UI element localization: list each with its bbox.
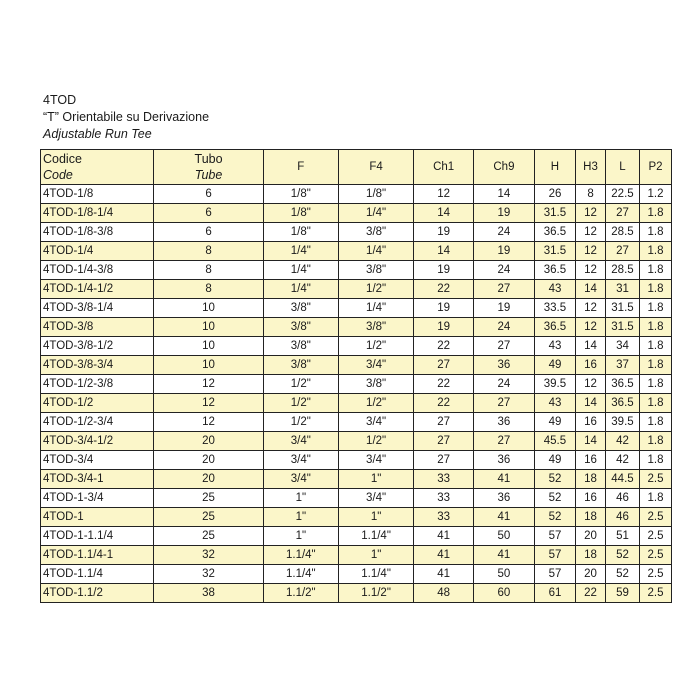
- cell-p2: 2.5: [639, 565, 671, 584]
- cell-tube: 10: [154, 299, 263, 318]
- cell-code: 4TOD-1/4: [41, 242, 154, 261]
- cell-f4: 1/8": [338, 185, 413, 204]
- cell-p2: 1.8: [639, 318, 671, 337]
- cell-tube: 25: [154, 489, 263, 508]
- spec-table: [40, 149, 672, 603]
- cell-l: 31.5: [605, 318, 639, 337]
- cell-ch9: 27: [474, 394, 535, 413]
- cell-p2: 2.5: [639, 527, 671, 546]
- cell-ch1: 19: [414, 261, 474, 280]
- cell-f4: 1.1/4": [338, 527, 413, 546]
- cell-f4: 3/8": [338, 261, 413, 280]
- cell-p2: 1.2: [639, 185, 671, 204]
- cell-p2: 1.8: [639, 432, 671, 451]
- cell-ch9: 36: [474, 413, 535, 432]
- cell-f: 3/8": [263, 337, 338, 356]
- cell-h3: 14: [576, 337, 606, 356]
- cell-ch9: 50: [474, 565, 535, 584]
- cell-f: 1/2": [263, 375, 338, 394]
- col-header-f4: F4: [338, 150, 413, 185]
- cell-code: 4TOD-3/8: [41, 318, 154, 337]
- table-row: [41, 299, 672, 318]
- cell-code: 4TOD-1/2-3/8: [41, 375, 154, 394]
- cell-ch9: 36: [474, 451, 535, 470]
- cell-p2: 1.8: [639, 451, 671, 470]
- table-row: [41, 394, 672, 413]
- cell-p2: 1.8: [639, 242, 671, 261]
- cell-l: 36.5: [605, 375, 639, 394]
- cell-h3: 18: [576, 546, 606, 565]
- table-row: [41, 413, 672, 432]
- header-row: [41, 150, 672, 185]
- cell-h: 57: [534, 546, 575, 565]
- cell-tube: 12: [154, 413, 263, 432]
- cell-f: 1": [263, 489, 338, 508]
- cell-p2: 1.8: [639, 204, 671, 223]
- cell-tube: 6: [154, 204, 263, 223]
- table-row: [41, 584, 672, 603]
- cell-h: 61: [534, 584, 575, 603]
- cell-tube: 25: [154, 508, 263, 527]
- cell-ch1: 41: [414, 527, 474, 546]
- cell-tube: 32: [154, 546, 263, 565]
- table-row: [41, 185, 672, 204]
- cell-f4: 3/4": [338, 413, 413, 432]
- cell-tube: 32: [154, 565, 263, 584]
- cell-h3: 16: [576, 451, 606, 470]
- col-header-h3: H3: [576, 150, 606, 185]
- table-row: [41, 546, 672, 565]
- cell-l: 42: [605, 451, 639, 470]
- cell-code: 4TOD-1/4-1/2: [41, 280, 154, 299]
- cell-f4: 1/2": [338, 280, 413, 299]
- cell-h: 52: [534, 489, 575, 508]
- cell-h3: 16: [576, 413, 606, 432]
- cell-h: 43: [534, 394, 575, 413]
- table-row: [41, 508, 672, 527]
- cell-f: 1/8": [263, 223, 338, 242]
- cell-ch9: 60: [474, 584, 535, 603]
- cell-ch1: 22: [414, 280, 474, 299]
- cell-code: 4TOD-1/2: [41, 394, 154, 413]
- cell-h: 26: [534, 185, 575, 204]
- col-header-code: [41, 150, 154, 185]
- cell-p2: 1.8: [639, 280, 671, 299]
- cell-tube: 12: [154, 394, 263, 413]
- cell-ch9: 19: [474, 299, 535, 318]
- table-row: [41, 470, 672, 489]
- cell-h: 45.5: [534, 432, 575, 451]
- cell-ch9: 27: [474, 337, 535, 356]
- cell-code: 4TOD-1: [41, 508, 154, 527]
- cell-l: 44.5: [605, 470, 639, 489]
- table-row: [41, 527, 672, 546]
- cell-ch9: 24: [474, 223, 535, 242]
- cell-ch1: 48: [414, 584, 474, 603]
- cell-code: 4TOD-1/2-3/4: [41, 413, 154, 432]
- product-title-italian: “T” Orientabile su Derivazione: [43, 110, 210, 124]
- cell-h: 33.5: [534, 299, 575, 318]
- cell-code: 4TOD-1/8-1/4: [41, 204, 154, 223]
- cell-h3: 14: [576, 432, 606, 451]
- cell-ch1: 14: [414, 242, 474, 261]
- col-header-tube-en: Tube: [194, 168, 223, 182]
- cell-f: 1/2": [263, 413, 338, 432]
- cell-code: 4TOD-3/8-1/2: [41, 337, 154, 356]
- cell-code: 4TOD-1/8: [41, 185, 154, 204]
- cell-code: 4TOD-3/4-1/2: [41, 432, 154, 451]
- cell-h3: 14: [576, 394, 606, 413]
- cell-f4: 1/2": [338, 394, 413, 413]
- cell-l: 59: [605, 584, 639, 603]
- cell-code: 4TOD-1.1/2: [41, 584, 154, 603]
- cell-ch1: 33: [414, 470, 474, 489]
- table-row: [41, 337, 672, 356]
- cell-ch9: 24: [474, 375, 535, 394]
- cell-ch1: 19: [414, 318, 474, 337]
- cell-h3: 12: [576, 223, 606, 242]
- cell-f4: 3/4": [338, 451, 413, 470]
- cell-f4: 1.1/4": [338, 565, 413, 584]
- cell-f: 1": [263, 527, 338, 546]
- cell-h3: 14: [576, 280, 606, 299]
- cell-h: 36.5: [534, 261, 575, 280]
- cell-ch9: 36: [474, 356, 535, 375]
- table-row: [41, 432, 672, 451]
- cell-ch1: 27: [414, 451, 474, 470]
- cell-ch9: 41: [474, 546, 535, 565]
- cell-ch9: 41: [474, 508, 535, 527]
- table-row: [41, 318, 672, 337]
- cell-tube: 6: [154, 185, 263, 204]
- cell-h3: 20: [576, 527, 606, 546]
- cell-f4: 3/8": [338, 318, 413, 337]
- cell-h3: 12: [576, 375, 606, 394]
- cell-f: 1.1/4": [263, 546, 338, 565]
- cell-f4: 3/4": [338, 489, 413, 508]
- cell-h: 49: [534, 451, 575, 470]
- cell-f: 3/4": [263, 470, 338, 489]
- col-header-tube-it: Tubo: [194, 152, 223, 166]
- cell-f: 1": [263, 508, 338, 527]
- cell-ch1: 14: [414, 204, 474, 223]
- table-row: [41, 451, 672, 470]
- cell-h3: 18: [576, 470, 606, 489]
- cell-tube: 20: [154, 432, 263, 451]
- cell-h: 36.5: [534, 223, 575, 242]
- cell-f4: 1": [338, 470, 413, 489]
- cell-p2: 1.8: [639, 413, 671, 432]
- cell-p2: 1.8: [639, 375, 671, 394]
- cell-tube: 10: [154, 318, 263, 337]
- col-header-ch1: Ch1: [414, 150, 474, 185]
- cell-p2: 2.5: [639, 470, 671, 489]
- cell-ch1: 12: [414, 185, 474, 204]
- cell-tube: 38: [154, 584, 263, 603]
- cell-tube: 12: [154, 375, 263, 394]
- cell-h3: 12: [576, 204, 606, 223]
- cell-f: 1/4": [263, 280, 338, 299]
- cell-p2: 2.5: [639, 546, 671, 565]
- col-header-l: L: [605, 150, 639, 185]
- col-header-h: H: [534, 150, 575, 185]
- cell-ch1: 27: [414, 356, 474, 375]
- cell-h3: 20: [576, 565, 606, 584]
- cell-l: 37: [605, 356, 639, 375]
- cell-ch9: 36: [474, 489, 535, 508]
- cell-f: 1.1/4": [263, 565, 338, 584]
- product-title-english: Adjustable Run Tee: [43, 127, 152, 141]
- cell-ch9: 24: [474, 261, 535, 280]
- cell-f4: 1/2": [338, 337, 413, 356]
- cell-h3: 12: [576, 299, 606, 318]
- cell-ch9: 24: [474, 318, 535, 337]
- cell-h3: 8: [576, 185, 606, 204]
- cell-ch9: 50: [474, 527, 535, 546]
- cell-ch1: 22: [414, 375, 474, 394]
- table-row: [41, 204, 672, 223]
- cell-code: 4TOD-1.1/4-1: [41, 546, 154, 565]
- cell-f: 1/8": [263, 204, 338, 223]
- cell-ch1: 33: [414, 508, 474, 527]
- cell-l: 36.5: [605, 394, 639, 413]
- cell-ch1: 41: [414, 546, 474, 565]
- table-row: [41, 280, 672, 299]
- cell-code: 4TOD-1-3/4: [41, 489, 154, 508]
- cell-h: 49: [534, 413, 575, 432]
- cell-ch9: 14: [474, 185, 535, 204]
- cell-ch1: 19: [414, 299, 474, 318]
- cell-ch9: 19: [474, 204, 535, 223]
- cell-ch1: 41: [414, 565, 474, 584]
- table-row: [41, 223, 672, 242]
- cell-tube: 10: [154, 356, 263, 375]
- cell-f: 3/4": [263, 451, 338, 470]
- cell-ch9: 41: [474, 470, 535, 489]
- cell-p2: 1.8: [639, 337, 671, 356]
- cell-f4: 1/4": [338, 299, 413, 318]
- cell-code: 4TOD-1/8-3/8: [41, 223, 154, 242]
- cell-code: 4TOD-3/8-3/4: [41, 356, 154, 375]
- cell-ch9: 27: [474, 280, 535, 299]
- col-header-p2: P2: [639, 150, 671, 185]
- cell-ch1: 27: [414, 413, 474, 432]
- cell-f4: 3/8": [338, 223, 413, 242]
- col-header-tube: [154, 150, 263, 185]
- cell-h3: 18: [576, 508, 606, 527]
- cell-f4: 1/2": [338, 432, 413, 451]
- cell-l: 51: [605, 527, 639, 546]
- cell-ch1: 19: [414, 223, 474, 242]
- table-row: [41, 489, 672, 508]
- cell-f4: 1/4": [338, 204, 413, 223]
- cell-tube: 20: [154, 470, 263, 489]
- cell-h: 39.5: [534, 375, 575, 394]
- cell-l: 46: [605, 508, 639, 527]
- product-code: 4TOD: [43, 93, 77, 107]
- table-row: [41, 242, 672, 261]
- cell-tube: 8: [154, 280, 263, 299]
- cell-h3: 22: [576, 584, 606, 603]
- cell-ch1: 22: [414, 337, 474, 356]
- cell-l: 52: [605, 565, 639, 584]
- cell-code: 4TOD-1.1/4: [41, 565, 154, 584]
- cell-p2: 1.8: [639, 356, 671, 375]
- cell-l: 28.5: [605, 261, 639, 280]
- cell-f: 1/8": [263, 185, 338, 204]
- table-row: [41, 261, 672, 280]
- cell-h3: 12: [576, 261, 606, 280]
- table-row: [41, 375, 672, 394]
- cell-code: 4TOD-3/4-1: [41, 470, 154, 489]
- cell-l: 39.5: [605, 413, 639, 432]
- cell-f4: 3/8": [338, 375, 413, 394]
- cell-f: 1.1/2": [263, 584, 338, 603]
- cell-ch1: 33: [414, 489, 474, 508]
- cell-f: 1/2": [263, 394, 338, 413]
- cell-l: 42: [605, 432, 639, 451]
- cell-p2: 2.5: [639, 584, 671, 603]
- cell-p2: 1.8: [639, 394, 671, 413]
- cell-tube: 20: [154, 451, 263, 470]
- cell-h: 36.5: [534, 318, 575, 337]
- cell-f4: 1": [338, 546, 413, 565]
- cell-h: 49: [534, 356, 575, 375]
- cell-f: 1/4": [263, 242, 338, 261]
- col-header-ch9: Ch9: [474, 150, 535, 185]
- table-row: [41, 356, 672, 375]
- cell-l: 31: [605, 280, 639, 299]
- cell-code: 4TOD-3/4: [41, 451, 154, 470]
- cell-h3: 16: [576, 356, 606, 375]
- product-header: [43, 92, 209, 143]
- cell-f4: 1": [338, 508, 413, 527]
- cell-code: 4TOD-1-1.1/4: [41, 527, 154, 546]
- cell-f4: 3/4": [338, 356, 413, 375]
- cell-f4: 1.1/2": [338, 584, 413, 603]
- cell-f: 3/8": [263, 318, 338, 337]
- cell-h3: 12: [576, 318, 606, 337]
- cell-l: 46: [605, 489, 639, 508]
- cell-ch1: 27: [414, 432, 474, 451]
- cell-h: 57: [534, 527, 575, 546]
- cell-l: 31.5: [605, 299, 639, 318]
- table-body: [41, 185, 672, 603]
- cell-f: 3/8": [263, 356, 338, 375]
- col-header-code-it: Codice: [43, 152, 82, 166]
- cell-h: 31.5: [534, 242, 575, 261]
- cell-h3: 12: [576, 242, 606, 261]
- cell-l: 28.5: [605, 223, 639, 242]
- cell-p2: 2.5: [639, 508, 671, 527]
- cell-l: 22.5: [605, 185, 639, 204]
- cell-code: 4TOD-3/8-1/4: [41, 299, 154, 318]
- cell-tube: 8: [154, 261, 263, 280]
- cell-ch1: 22: [414, 394, 474, 413]
- cell-ch9: 27: [474, 432, 535, 451]
- table-header: [41, 150, 672, 185]
- cell-f4: 1/4": [338, 242, 413, 261]
- cell-f: 1/4": [263, 261, 338, 280]
- cell-tube: 8: [154, 242, 263, 261]
- cell-h: 43: [534, 280, 575, 299]
- cell-h3: 16: [576, 489, 606, 508]
- cell-l: 27: [605, 204, 639, 223]
- cell-h: 52: [534, 470, 575, 489]
- table-row: [41, 565, 672, 584]
- cell-p2: 1.8: [639, 299, 671, 318]
- cell-p2: 1.8: [639, 261, 671, 280]
- cell-code: 4TOD-1/4-3/8: [41, 261, 154, 280]
- cell-h: 52: [534, 508, 575, 527]
- cell-h: 57: [534, 565, 575, 584]
- col-header-f: F: [263, 150, 338, 185]
- cell-h: 43: [534, 337, 575, 356]
- cell-tube: 10: [154, 337, 263, 356]
- cell-l: 52: [605, 546, 639, 565]
- col-header-code-en: Code: [43, 168, 73, 182]
- cell-p2: 1.8: [639, 223, 671, 242]
- cell-l: 34: [605, 337, 639, 356]
- cell-h: 31.5: [534, 204, 575, 223]
- cell-p2: 1.8: [639, 489, 671, 508]
- cell-ch9: 19: [474, 242, 535, 261]
- cell-f: 3/4": [263, 432, 338, 451]
- cell-l: 27: [605, 242, 639, 261]
- cell-f: 3/8": [263, 299, 338, 318]
- cell-tube: 25: [154, 527, 263, 546]
- cell-tube: 6: [154, 223, 263, 242]
